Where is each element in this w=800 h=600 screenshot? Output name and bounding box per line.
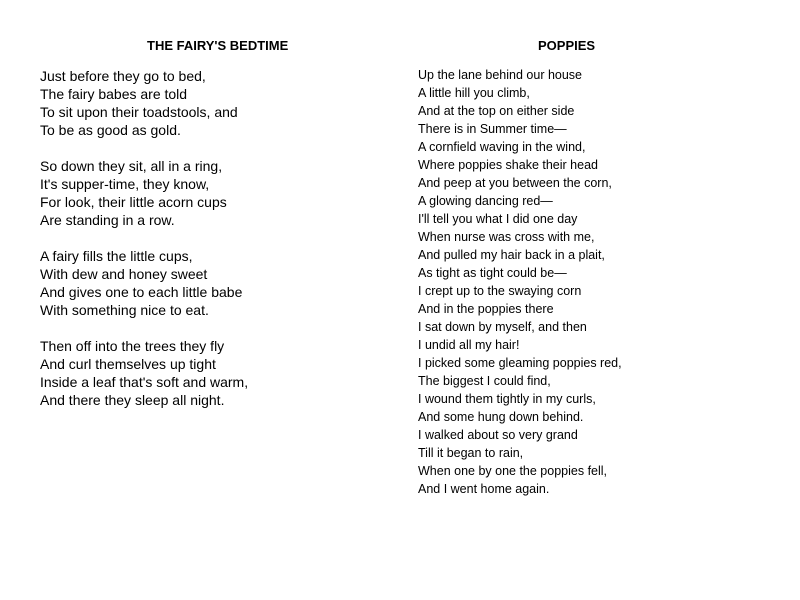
poem-line: For look, their little acorn cups [40,194,227,210]
poem-line: A fairy fills the little cups, [40,248,193,264]
poem-line: To sit upon their toadstools, and [40,104,238,120]
poem-line: And some hung down behind. [418,410,584,424]
poem-line: Where poppies shake their head [418,158,598,172]
poem-line: Up the lane behind our house [418,68,583,82]
stanza-3 [40,247,248,319]
poem-line: And pulled my hair back in a plait, [418,248,605,262]
poem-line: When one by one the poppies fell, [418,464,608,478]
poem-body [40,67,248,427]
poem-line: There is in Summer time— [418,122,567,136]
poem-title: POPPIES [538,38,596,53]
poem-line: And in the poppies there [418,302,554,316]
stanza-1 [40,67,248,139]
poem-line: A little hill you climb, [418,86,530,100]
poem-line: The fairy babes are told [40,86,188,102]
poem-line: A glowing dancing red— [418,194,553,208]
poem-line: With something nice to eat. [40,302,209,318]
poem-line: With dew and honey sweet [40,266,208,282]
poem-line: It's supper-time, they know, [40,176,210,192]
stanza-2 [40,157,248,229]
poem-line: I walked about so very grand [418,428,578,442]
poem-line: The biggest I could find, [418,374,551,388]
poem-line: When nurse was cross with me, [418,230,595,244]
poem-line: Just before they go to bed, [40,68,206,84]
poem-line: And I went home again. [418,482,550,496]
poem-line: Are standing in a row. [40,212,175,228]
poem-line: I undid all my hair! [418,338,520,352]
poem-line: And gives one to each little babe [40,284,243,300]
poem-line: I'll tell you what I did one day [418,212,578,226]
poem-line: I picked some gleaming poppies red, [418,356,622,370]
poem-line: And at the top on either side [418,104,575,118]
poem-line: And peep at you between the corn, [418,176,612,190]
poem-line: As tight as tight could be— [418,266,567,280]
poem-line: I sat down by myself, and then [418,320,587,334]
poem-line: So down they sit, all in a ring, [40,158,223,174]
poem-title: THE FAIRY'S BEDTIME [147,38,289,53]
poem-line: Inside a leaf that's soft and warm, [40,374,249,390]
poem-body [418,66,622,498]
poem-line: And curl themselves up tight [40,356,216,372]
poem-line: And there they sleep all night. [40,392,225,408]
poem-line: A cornfield waving in the wind, [418,140,586,154]
poem-line: I crept up to the swaying corn [418,284,582,298]
stanza-4 [40,337,248,409]
poem-line: To be as good as gold. [40,122,181,138]
poem-line: Then off into the trees they fly [40,338,225,354]
poem-line: Till it began to rain, [418,446,524,460]
poem-line: I wound them tightly in my curls, [418,392,596,406]
